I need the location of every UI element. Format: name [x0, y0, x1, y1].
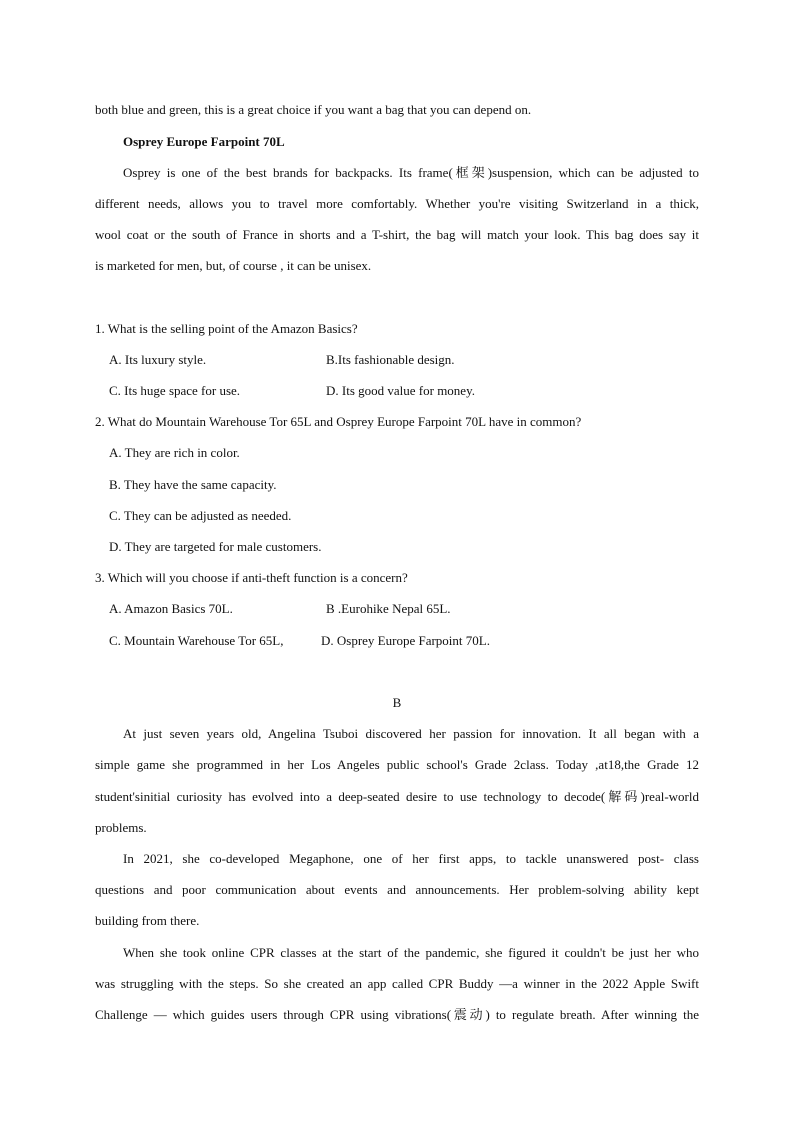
q1-option-b: B.Its fashionable design. [326, 352, 455, 367]
q2-option-a: A. They are rich in color. [109, 445, 240, 460]
q3-option-b: B .Eurohike Nepal 65L. [326, 601, 451, 616]
question-2-stem: 2. What do Mountain Warehouse Tor 65L and Osprey Europe Farpoint 70L have in common? [95, 414, 582, 429]
text-line: both blue and green, this is a great choice if you want a bag that you can depend on. [95, 102, 532, 117]
section-heading-b: B [392, 695, 402, 710]
text-line: At just seven years old, Angelina Tsuboi discovered her passion for innovation. It all began with a [123, 726, 699, 741]
q3-option-c: C. Mountain Warehouse Tor 65L, [109, 633, 284, 648]
text-line: different needs, allows you to travel more comfortably. Whether you're visiting Switzerland in a thick, [95, 196, 699, 211]
text-line: questions and poor communication about events and announcements. Her problem-solving ability kept [95, 882, 699, 897]
q3-option-a: A. Amazon Basics 70L. [109, 601, 233, 616]
section-title-osprey: Osprey Europe Farpoint 70L [123, 134, 285, 149]
text-line: Challenge — which guides users through CPR using vibrations(震动) to regulate breath. After winning the [95, 1007, 699, 1022]
text-line: was struggling with the steps. So she created an app called CPR Buddy —a winner in the 2022 Apple Swift [95, 976, 699, 991]
q3-option-d: D. Osprey Europe Farpoint 70L. [321, 633, 490, 648]
text-line: problems. [95, 820, 147, 835]
q1-option-c: C. Its huge space for use. [109, 383, 241, 398]
text-line: Osprey is one of the best brands for backpacks. Its frame(框架)suspension, which can be adjusted to [123, 165, 699, 180]
text-line: student'sinitial curiosity has evolved into a deep-seated desire to use technology to decode(解码)real-world [95, 789, 699, 804]
text-line: In 2021, she co-developed Megaphone, one of her first apps, to tackle unanswered post- class [123, 851, 699, 866]
question-1-stem: 1. What is the selling point of the Amazon Basics? [95, 321, 358, 336]
text-line: building from there. [95, 913, 200, 928]
q1-option-d: D. Its good value for money. [326, 383, 475, 398]
text-line: is marketed for men, but, of course , it can be unisex. [95, 258, 372, 273]
text-line: wool coat or the south of France in shorts and a T-shirt, the bag will match your look. This bag does say it [95, 227, 699, 242]
q1-option-a: A. Its luxury style. [109, 352, 207, 367]
q2-option-d: D. They are targeted for male customers. [109, 539, 322, 554]
q2-option-c: C. They can be adjusted as needed. [109, 508, 292, 523]
text-line: When she took online CPR classes at the start of the pandemic, she figured it couldn't be just her who [123, 945, 699, 960]
text-line: simple game she programmed in her Los Angeles public school's Grade 2class. Today ,at18,the Grade 12 [95, 757, 699, 772]
q2-option-b: B. They have the same capacity. [109, 477, 277, 492]
question-3-stem: 3. Which will you choose if anti-theft function is a concern? [95, 570, 408, 585]
